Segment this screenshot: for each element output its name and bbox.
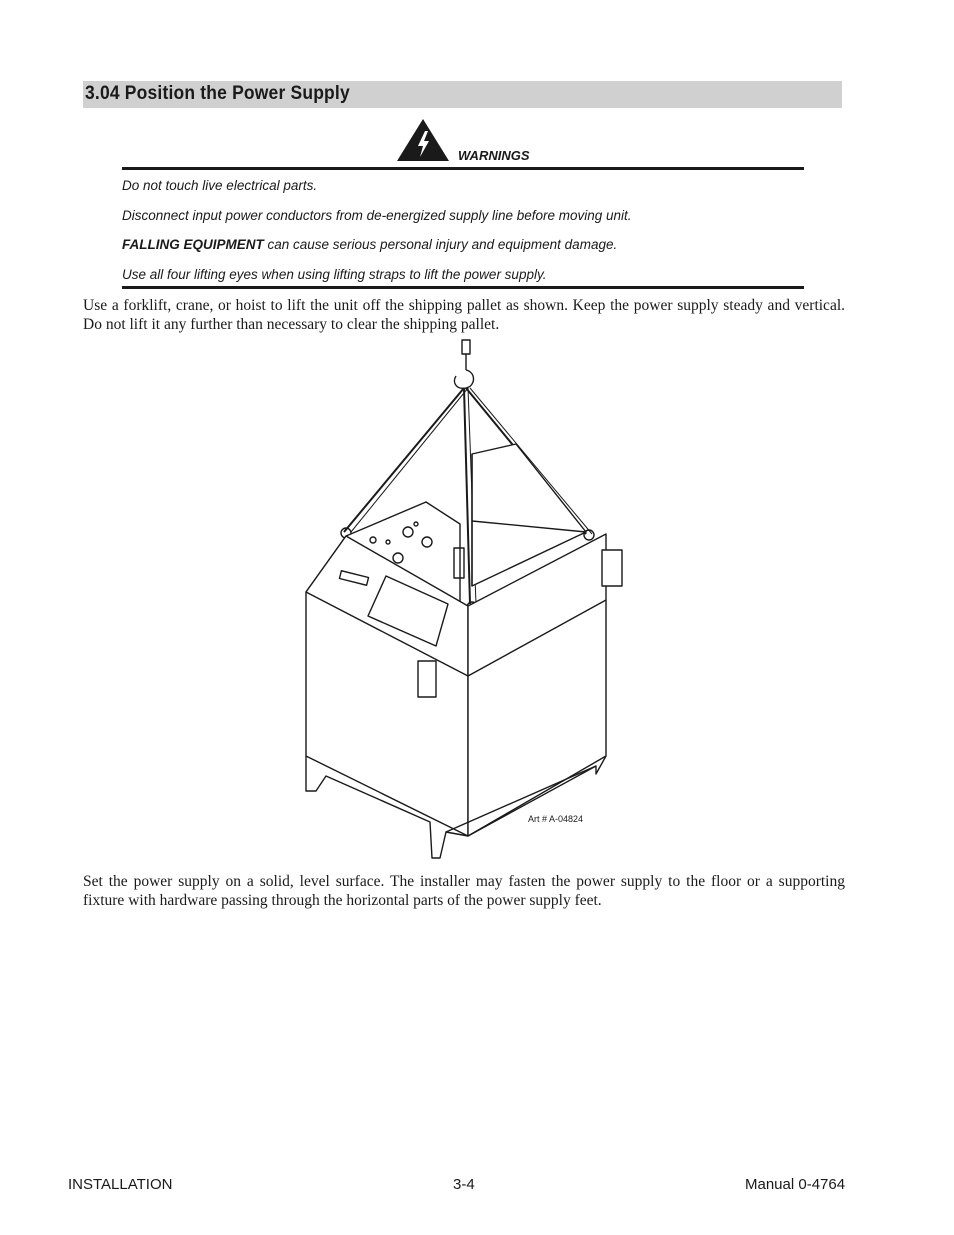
warning-line-3: FALLING EQUIPMENT can cause serious personal injury and equipment damage. [122, 237, 618, 252]
warning-line-2: Disconnect input power conductors from de-energized supply line before moving unit. [122, 208, 632, 223]
warning-bottom-rule [122, 286, 804, 289]
power-supply-lifting-illustration [296, 336, 626, 866]
art-number: Art # A-04824 [528, 814, 584, 824]
warning-top-rule [122, 167, 804, 170]
section-header [83, 81, 842, 108]
footer-section: INSTALLATION [68, 1176, 173, 1193]
body-paragraph-1: Use a forklift, crane, or hoist to lift the unit off the shipping pallet as shown. Keep the power supply steady and vertical. Do not lift it any further than necessary to clear the shipping pallet. [83, 297, 845, 333]
section-title: 3.04 Position the Power Supply [85, 83, 350, 104]
footer-page-number: 3-4 [453, 1176, 475, 1193]
high-voltage-warning-icon [396, 118, 450, 162]
warning-line-1: Do not touch live electrical parts. [122, 178, 318, 193]
warnings-label: WARNINGS [458, 148, 530, 163]
footer-manual-number: Manual 0-4764 [745, 1176, 846, 1193]
body-paragraph-2: Set the power supply on a solid, level surface. The installer may fasten the power supply to the floor or a supporting fixture with hardware passing through the horizontal parts of the power supply feet. [83, 873, 845, 909]
warning-line-4: Use all four lifting eyes when using lifting straps to lift the power supply. [122, 267, 547, 282]
